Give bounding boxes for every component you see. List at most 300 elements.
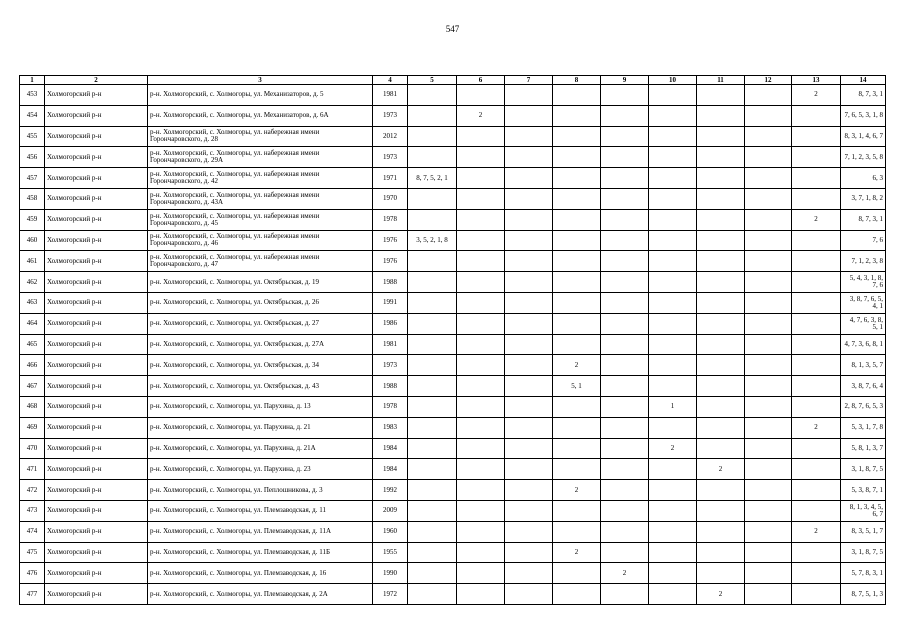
table-row: [20, 542, 886, 563]
col6-cell: [457, 85, 505, 106]
col8-cell: 5, 1: [553, 376, 601, 397]
col7-cell: [505, 292, 553, 313]
col7-cell: [505, 334, 553, 355]
col8-cell: [553, 147, 601, 168]
col9-cell: [601, 251, 649, 272]
col13-cell: [792, 292, 841, 313]
col12-cell: [745, 188, 792, 209]
col8-cell: [553, 292, 601, 313]
district-cell: Холмогорский р-н: [45, 438, 148, 459]
col9-cell: [601, 542, 649, 563]
row-number-cell: 461: [20, 251, 45, 272]
table-row: [20, 313, 886, 334]
col6-cell: [457, 480, 505, 501]
column-header-4: 4: [373, 76, 408, 85]
col10-cell: [649, 313, 697, 334]
col9-cell: [601, 417, 649, 438]
col5-cell: [408, 521, 457, 542]
district-cell: Холмогорский р-н: [45, 563, 148, 584]
col6-cell: [457, 230, 505, 251]
table-body: [20, 85, 886, 605]
col9-cell: [601, 209, 649, 230]
col12-cell: [745, 542, 792, 563]
col5-cell: [408, 480, 457, 501]
row-number-cell: 454: [20, 105, 45, 126]
col14-cell: 5, 3, 1, 7, 8: [841, 417, 886, 438]
col8-cell: [553, 251, 601, 272]
col5-cell: [408, 126, 457, 147]
table-row: [20, 521, 886, 542]
col10-cell: [649, 334, 697, 355]
col12-cell: [745, 85, 792, 106]
year-cell: 1976: [373, 230, 408, 251]
col13-cell: 2: [792, 85, 841, 106]
col7-cell: [505, 168, 553, 189]
table-header-row: [20, 76, 886, 85]
col9-cell: [601, 292, 649, 313]
year-cell: 1984: [373, 459, 408, 480]
year-cell: 1986: [373, 313, 408, 334]
col13-cell: [792, 376, 841, 397]
year-cell: 1984: [373, 438, 408, 459]
col7-cell: [505, 105, 553, 126]
col12-cell: [745, 417, 792, 438]
column-header-1: 1: [20, 76, 45, 85]
col9-cell: [601, 334, 649, 355]
col14-cell: 4, 7, 3, 6, 8, 1: [841, 334, 886, 355]
table-row: [20, 188, 886, 209]
table-row: [20, 563, 886, 584]
col10-cell: [649, 147, 697, 168]
col12-cell: [745, 105, 792, 126]
year-cell: 1992: [373, 480, 408, 501]
address-cell: р-н. Холмогорский, с. Холмогоры, ул. Парухина, д. 13: [148, 396, 373, 417]
district-cell: Холмогорский р-н: [45, 168, 148, 189]
district-cell: Холмогорский р-н: [45, 500, 148, 521]
col5-cell: [408, 459, 457, 480]
table-row: [20, 334, 886, 355]
col9-cell: [601, 459, 649, 480]
col7-cell: [505, 542, 553, 563]
col12-cell: [745, 480, 792, 501]
col5-cell: [408, 147, 457, 168]
address-cell: р-н. Холмогорский, с. Холмогоры, ул. Октябрьская, д. 27: [148, 313, 373, 334]
col6-cell: [457, 584, 505, 605]
row-number-cell: 456: [20, 147, 45, 168]
address-cell: р-н. Холмогорский, с. Холмогоры, ул. набережная имени Горончаровского, д. 45: [148, 209, 373, 230]
table-row: [20, 480, 886, 501]
col10-cell: [649, 376, 697, 397]
address-cell: р-н. Холмогорский, с. Холмогоры, ул. Племзаводская, д. 11А: [148, 521, 373, 542]
address-cell: р-н. Холмогорский, с. Холмогоры, ул. набережная имени Горончаровского, д. 28: [148, 126, 373, 147]
col10-cell: [649, 85, 697, 106]
column-header-3: 3: [148, 76, 373, 85]
col12-cell: [745, 563, 792, 584]
table-row: [20, 85, 886, 106]
col10-cell: [649, 168, 697, 189]
col11-cell: [697, 147, 745, 168]
col14-cell: 5, 7, 8, 3, 1: [841, 563, 886, 584]
year-cell: 2012: [373, 126, 408, 147]
year-cell: 2009: [373, 500, 408, 521]
row-number-cell: 457: [20, 168, 45, 189]
col13-cell: 2: [792, 521, 841, 542]
table-row: [20, 251, 886, 272]
col5-cell: [408, 396, 457, 417]
col10-cell: [649, 188, 697, 209]
col6-cell: [457, 126, 505, 147]
col9-cell: [601, 376, 649, 397]
row-number-cell: 469: [20, 417, 45, 438]
col8-cell: [553, 521, 601, 542]
col10-cell: [649, 563, 697, 584]
district-cell: Холмогорский р-н: [45, 376, 148, 397]
col6-cell: [457, 417, 505, 438]
col10-cell: [649, 542, 697, 563]
col5-cell: [408, 438, 457, 459]
col5-cell: [408, 417, 457, 438]
col7-cell: [505, 85, 553, 106]
row-number-cell: 464: [20, 313, 45, 334]
col6-cell: [457, 334, 505, 355]
col9-cell: [601, 188, 649, 209]
col12-cell: [745, 209, 792, 230]
col8-cell: [553, 126, 601, 147]
year-cell: 1973: [373, 147, 408, 168]
col6-cell: [457, 209, 505, 230]
year-cell: 1978: [373, 209, 408, 230]
col10-cell: 1: [649, 396, 697, 417]
table-row: [20, 396, 886, 417]
col10-cell: [649, 209, 697, 230]
col12-cell: [745, 521, 792, 542]
col13-cell: 2: [792, 209, 841, 230]
district-cell: Холмогорский р-н: [45, 272, 148, 293]
col8-cell: [553, 209, 601, 230]
col10-cell: [649, 251, 697, 272]
col8-cell: [553, 563, 601, 584]
table-row: [20, 126, 886, 147]
column-header-7: 7: [505, 76, 553, 85]
col11-cell: [697, 500, 745, 521]
col13-cell: [792, 105, 841, 126]
address-cell: р-н. Холмогорский, с. Холмогоры, ул. Племзаводская, д. 11: [148, 500, 373, 521]
col14-cell: 7, 6: [841, 230, 886, 251]
col9-cell: [601, 396, 649, 417]
col9-cell: 2: [601, 563, 649, 584]
col13-cell: [792, 188, 841, 209]
year-cell: 1971: [373, 168, 408, 189]
col7-cell: [505, 126, 553, 147]
col9-cell: [601, 500, 649, 521]
page-number: 547: [445, 24, 460, 34]
year-cell: 1955: [373, 542, 408, 563]
table-row: [20, 272, 886, 293]
col8-cell: 2: [553, 355, 601, 376]
col6-cell: [457, 500, 505, 521]
col9-cell: [601, 105, 649, 126]
col5-cell: [408, 376, 457, 397]
col14-cell: 8, 3, 5, 1, 7: [841, 521, 886, 542]
col10-cell: 2: [649, 438, 697, 459]
year-cell: 1972: [373, 584, 408, 605]
address-cell: р-н. Холмогорский, с. Холмогоры, ул. набережная имени Горончаровского, д. 47: [148, 251, 373, 272]
col5-cell: 8, 7, 5, 2, 1: [408, 168, 457, 189]
col7-cell: [505, 563, 553, 584]
row-number-cell: 475: [20, 542, 45, 563]
year-cell: 1978: [373, 396, 408, 417]
col11-cell: [697, 126, 745, 147]
col7-cell: [505, 209, 553, 230]
district-cell: Холмогорский р-н: [45, 584, 148, 605]
row-number-cell: 455: [20, 126, 45, 147]
address-cell: р-н. Холмогорский, с. Холмогоры, ул. набережная имени Горончаровского, д. 29А: [148, 147, 373, 168]
row-number-cell: 470: [20, 438, 45, 459]
col11-cell: [697, 105, 745, 126]
col12-cell: [745, 396, 792, 417]
year-cell: 1981: [373, 334, 408, 355]
address-cell: р-н. Холмогорский, с. Холмогоры, ул. Племзаводская, д. 2А: [148, 584, 373, 605]
district-cell: Холмогорский р-н: [45, 396, 148, 417]
col11-cell: [697, 376, 745, 397]
address-cell: р-н. Холмогорский, с. Холмогоры, ул. Октябрьская, д. 43: [148, 376, 373, 397]
table-row: [20, 438, 886, 459]
col14-cell: 3, 1, 8, 7, 5: [841, 542, 886, 563]
district-cell: Холмогорский р-н: [45, 355, 148, 376]
table-row: [20, 209, 886, 230]
col11-cell: [697, 272, 745, 293]
col10-cell: [649, 355, 697, 376]
col5-cell: [408, 584, 457, 605]
col6-cell: [457, 459, 505, 480]
table-row: [20, 292, 886, 313]
row-number-cell: 466: [20, 355, 45, 376]
column-header-11: 11: [697, 76, 745, 85]
col7-cell: [505, 188, 553, 209]
col7-cell: [505, 584, 553, 605]
col5-cell: [408, 542, 457, 563]
column-header-6: 6: [457, 76, 505, 85]
col10-cell: [649, 459, 697, 480]
col11-cell: [697, 563, 745, 584]
col6-cell: 2: [457, 105, 505, 126]
col12-cell: [745, 230, 792, 251]
col9-cell: [601, 584, 649, 605]
col7-cell: [505, 438, 553, 459]
col11-cell: [697, 168, 745, 189]
col13-cell: [792, 355, 841, 376]
address-cell: р-н. Холмогорский, с. Холмогоры, ул. Парухина, д. 21: [148, 417, 373, 438]
col14-cell: 3, 1, 8, 7, 5: [841, 459, 886, 480]
col7-cell: [505, 417, 553, 438]
address-cell: р-н. Холмогорский, с. Холмогоры, ул. Племзаводская, д. 16: [148, 563, 373, 584]
col10-cell: [649, 584, 697, 605]
row-number-cell: 472: [20, 480, 45, 501]
col14-cell: 3, 8, 7, 6, 4: [841, 376, 886, 397]
col11-cell: [697, 396, 745, 417]
col14-cell: 5, 4, 3, 1, 8, 7, 6: [841, 272, 886, 293]
district-cell: Холмогорский р-н: [45, 188, 148, 209]
col11-cell: [697, 417, 745, 438]
col13-cell: [792, 584, 841, 605]
col14-cell: 8, 1, 3, 4, 5, 6, 7: [841, 500, 886, 521]
col5-cell: [408, 500, 457, 521]
district-cell: Холмогорский р-н: [45, 230, 148, 251]
address-cell: р-н. Холмогорский, с. Холмогоры, ул. набережная имени Горончаровского, д. 42: [148, 168, 373, 189]
col5-cell: [408, 355, 457, 376]
row-number-cell: 467: [20, 376, 45, 397]
col6-cell: [457, 396, 505, 417]
data-table: [19, 75, 886, 605]
col6-cell: [457, 563, 505, 584]
col6-cell: [457, 292, 505, 313]
col14-cell: 8, 7, 3, 1: [841, 209, 886, 230]
district-cell: Холмогорский р-н: [45, 417, 148, 438]
col11-cell: [697, 438, 745, 459]
year-cell: 1988: [373, 376, 408, 397]
year-cell: 1976: [373, 251, 408, 272]
col14-cell: 7, 1, 2, 3, 5, 8: [841, 147, 886, 168]
year-cell: 1960: [373, 521, 408, 542]
table-row: [20, 168, 886, 189]
table-row: [20, 147, 886, 168]
address-cell: р-н. Холмогорский, с. Холмогоры, ул. Октябрьская, д. 26: [148, 292, 373, 313]
col13-cell: 2: [792, 417, 841, 438]
col12-cell: [745, 334, 792, 355]
col14-cell: 8, 1, 3, 5, 7: [841, 355, 886, 376]
row-number-cell: 473: [20, 500, 45, 521]
col14-cell: 8, 7, 5, 1, 3: [841, 584, 886, 605]
col5-cell: [408, 105, 457, 126]
col9-cell: [601, 480, 649, 501]
col5-cell: 3, 5, 2, 1, 8: [408, 230, 457, 251]
col11-cell: 2: [697, 584, 745, 605]
col12-cell: [745, 313, 792, 334]
col7-cell: [505, 521, 553, 542]
col9-cell: [601, 147, 649, 168]
col14-cell: 3, 8, 7, 6, 5, 4, 1: [841, 292, 886, 313]
row-number-cell: 477: [20, 584, 45, 605]
year-cell: 1991: [373, 292, 408, 313]
col11-cell: [697, 188, 745, 209]
col12-cell: [745, 168, 792, 189]
col14-cell: 7, 6, 5, 3, 1, 8: [841, 105, 886, 126]
col10-cell: [649, 230, 697, 251]
col7-cell: [505, 459, 553, 480]
col11-cell: [697, 313, 745, 334]
district-cell: Холмогорский р-н: [45, 521, 148, 542]
col12-cell: [745, 459, 792, 480]
col13-cell: [792, 438, 841, 459]
column-header-9: 9: [601, 76, 649, 85]
col9-cell: [601, 272, 649, 293]
address-cell: р-н. Холмогорский, с. Холмогоры, ул. Пеплошникова, д. 3: [148, 480, 373, 501]
column-header-5: 5: [408, 76, 457, 85]
district-cell: Холмогорский р-н: [45, 313, 148, 334]
col7-cell: [505, 500, 553, 521]
col11-cell: [697, 292, 745, 313]
row-number-cell: 465: [20, 334, 45, 355]
col13-cell: [792, 313, 841, 334]
address-cell: р-н. Холмогорский, с. Холмогоры, ул. Племзаводская, д. 11Б: [148, 542, 373, 563]
col13-cell: [792, 251, 841, 272]
table-row: [20, 459, 886, 480]
table-row: [20, 376, 886, 397]
col13-cell: [792, 230, 841, 251]
col7-cell: [505, 272, 553, 293]
col8-cell: [553, 396, 601, 417]
col6-cell: [457, 313, 505, 334]
col8-cell: [553, 188, 601, 209]
col13-cell: [792, 272, 841, 293]
col5-cell: [408, 209, 457, 230]
col6-cell: [457, 438, 505, 459]
col11-cell: [697, 521, 745, 542]
district-cell: Холмогорский р-н: [45, 480, 148, 501]
table-row: [20, 355, 886, 376]
year-cell: 1981: [373, 85, 408, 106]
district-cell: Холмогорский р-н: [45, 334, 148, 355]
col7-cell: [505, 230, 553, 251]
col8-cell: [553, 230, 601, 251]
col5-cell: [408, 85, 457, 106]
col14-cell: 6, 3: [841, 168, 886, 189]
col8-cell: 2: [553, 542, 601, 563]
col8-cell: [553, 438, 601, 459]
col8-cell: 2: [553, 480, 601, 501]
col12-cell: [745, 584, 792, 605]
col12-cell: [745, 251, 792, 272]
col9-cell: [601, 355, 649, 376]
col10-cell: [649, 272, 697, 293]
col13-cell: [792, 563, 841, 584]
col13-cell: [792, 126, 841, 147]
table-row: [20, 230, 886, 251]
district-cell: Холмогорский р-н: [45, 542, 148, 563]
year-cell: 1970: [373, 188, 408, 209]
row-number-cell: 462: [20, 272, 45, 293]
address-cell: р-н. Холмогорский, с. Холмогоры, ул. Парухина, д. 21А: [148, 438, 373, 459]
col8-cell: [553, 272, 601, 293]
col11-cell: 2: [697, 459, 745, 480]
col8-cell: [553, 334, 601, 355]
col14-cell: 8, 3, 1, 4, 6, 7: [841, 126, 886, 147]
col7-cell: [505, 480, 553, 501]
col12-cell: [745, 147, 792, 168]
col12-cell: [745, 292, 792, 313]
col9-cell: [601, 168, 649, 189]
col12-cell: [745, 126, 792, 147]
col9-cell: [601, 126, 649, 147]
district-cell: Холмогорский р-н: [45, 85, 148, 106]
year-cell: 1988: [373, 272, 408, 293]
col13-cell: [792, 480, 841, 501]
col6-cell: [457, 147, 505, 168]
col11-cell: [697, 85, 745, 106]
address-cell: р-н. Холмогорский, с. Холмогоры, ул. Парухина, д. 23: [148, 459, 373, 480]
col7-cell: [505, 147, 553, 168]
col12-cell: [745, 438, 792, 459]
district-cell: Холмогорский р-н: [45, 459, 148, 480]
column-header-2: 2: [45, 76, 148, 85]
col8-cell: [553, 168, 601, 189]
row-number-cell: 468: [20, 396, 45, 417]
col5-cell: [408, 563, 457, 584]
col8-cell: [553, 417, 601, 438]
row-number-cell: 453: [20, 85, 45, 106]
col5-cell: [408, 313, 457, 334]
col13-cell: [792, 459, 841, 480]
